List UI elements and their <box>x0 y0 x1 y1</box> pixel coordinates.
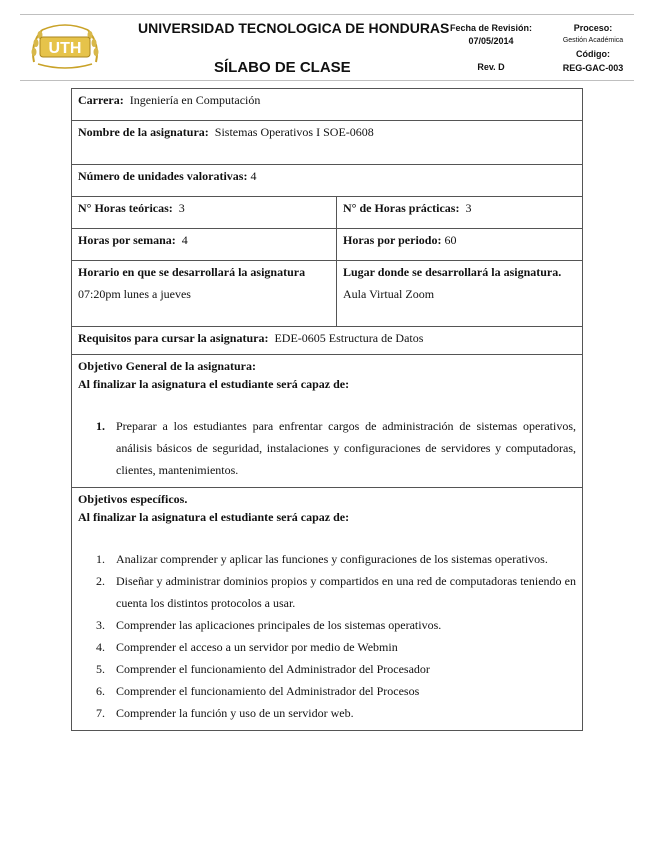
practicas-label: N° de Horas prácticas: <box>343 201 460 215</box>
specific-objectives-intro: Al finalizar la asignatura el estudiante será capaz de: <box>78 510 350 524</box>
periodo-label: Horas por periodo: <box>343 233 442 247</box>
list-item: 3. Comprender las aplicaciones principales de los sistemas operativos. <box>96 618 442 632</box>
teoricas-value: 3 <box>178 201 185 215</box>
horario-label: Horario en que se desarrollará la asignatura <box>78 265 306 279</box>
header-top-rule <box>20 14 634 15</box>
logo-text: UTH <box>48 40 82 57</box>
requisitos-label: Requisitos para cursar la asignatura: <box>78 331 269 345</box>
lugar-value: Aula Virtual Zoom <box>343 287 435 301</box>
row-requisitos <box>72 327 583 355</box>
horario-value: 07:20pm lunes a jueves <box>78 287 191 301</box>
university-name: UNIVERSIDAD TECNOLOGICA DE HONDURAS <box>138 20 450 36</box>
general-objective-list <box>78 415 576 481</box>
row-objetivo-general <box>72 355 583 488</box>
list-item: 5. Comprender el funcionamiento del Administrador del Procesador <box>96 662 430 676</box>
process-label: Proceso: <box>573 23 613 33</box>
row-horas-semana <box>72 229 583 261</box>
revision-date: 07/05/2014 <box>468 36 514 46</box>
general-objective-intro: Al finalizar la asignatura el estudiante será capaz de: <box>78 377 350 391</box>
row-asignatura <box>72 121 583 165</box>
process-value: Gestión Académica <box>562 37 624 44</box>
practicas-value: 3 <box>465 201 472 215</box>
semana-label: Horas por semana: <box>78 233 176 247</box>
document-title: SÍLABO DE CLASE <box>214 59 351 76</box>
header-bottom-rule <box>20 80 634 81</box>
syllabus-table <box>71 88 583 731</box>
periodo-value: 60 <box>444 233 457 247</box>
revision-date-label: Fecha de Revisión: <box>449 23 533 33</box>
row-objetivos-especificos <box>72 488 583 731</box>
document-header <box>0 0 655 90</box>
list-item: 7. Comprender la función y uso de un servidor web. <box>96 706 354 720</box>
lugar-label: Lugar donde se desarrollará la asignatura. <box>343 265 562 279</box>
specific-objectives-title: Objetivos específicos. <box>78 492 188 506</box>
requisitos-value: EDE-0605 Estructura de Datos <box>274 331 424 345</box>
uv-label: Número de unidades valorativas: <box>78 169 248 183</box>
uv-value: 4 <box>250 169 257 183</box>
list-item: 2. Diseñar y administrar dominios propios y compartidos en una red de computadoras teniendo en cuenta los distintos protocolos a usar. <box>96 574 576 610</box>
row-horas <box>72 197 583 229</box>
carrera-value: Ingeniería en Computación <box>129 93 261 107</box>
university-logo-icon <box>28 22 102 70</box>
list-item: 6. Comprender el funcionamiento del Administrador del Procesos <box>96 684 420 698</box>
row-carrera <box>72 89 583 121</box>
general-objective-title: Objetivo General de la asignatura: <box>78 359 256 373</box>
asignatura-value: Sistemas Operativos I SOE-0608 <box>214 125 374 139</box>
list-item: 4. Comprender el acceso a un servidor por medio de Webmin <box>96 640 398 654</box>
list-item: 1. Preparar a los estudiantes para enfrentar cargos de administración de sistemas operativos, análisis básicos de seguridad, instalaciones y configuraciones de servidores y computadoras, clientes, mantenimientos. <box>96 419 576 477</box>
code-value: REG-GAC-003 <box>562 63 624 73</box>
carrera-label: Carrera: <box>78 93 124 107</box>
code-label: Código: <box>576 49 610 59</box>
teoricas-label: N° Horas teóricas: <box>78 201 173 215</box>
row-horario-lugar <box>72 261 583 327</box>
semana-value: 4 <box>181 233 188 247</box>
revision-number: Rev. D <box>477 62 505 72</box>
asignatura-label: Nombre de la asignatura: <box>78 125 209 139</box>
specific-objectives-list <box>78 548 576 724</box>
list-item: 1. Analizar comprender y aplicar las funciones y configuraciones de los sistemas operativos. <box>96 552 548 566</box>
row-unidades <box>72 165 583 197</box>
